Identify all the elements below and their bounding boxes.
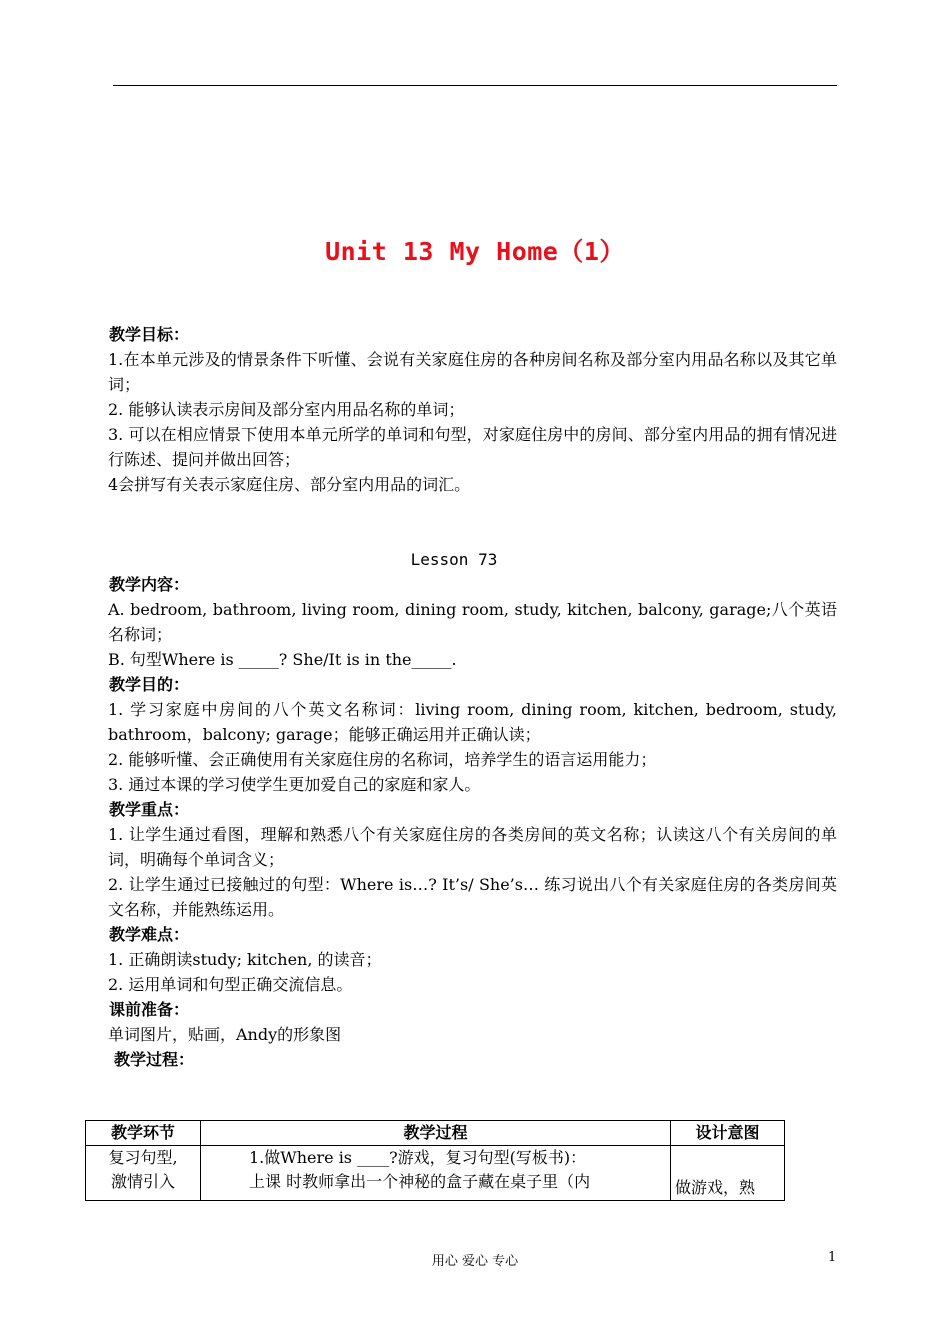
stage-line: 复习句型,: [108, 1148, 178, 1167]
objectives-heading: 教学目标：: [109, 325, 190, 344]
aim-item: 2. 能够听懂、会正确使用有关家庭住房的名称词，培养学生的语言运用能力；: [108, 750, 657, 769]
table-header-row: [86, 1121, 785, 1146]
process-table: [85, 1120, 785, 1201]
content-item-b: B. 句型Where is _____? She/It is in the_____.: [108, 650, 457, 669]
aims-heading: 教学目的：: [109, 675, 190, 694]
aim-item: 3. 通过本课的学习使学生更加爱自己的家庭和家人。: [108, 775, 481, 794]
process-heading: 教学过程：: [114, 1050, 195, 1069]
key-points-heading: 教学重点：: [109, 800, 190, 819]
objective-item: 2. 能够认读表示房间及部分室内用品名称的单词；: [108, 400, 465, 419]
difficulties-heading: 教学难点：: [109, 925, 190, 944]
intent-cell: 做游戏，熟: [671, 1146, 785, 1201]
key-point-item: 1. 让学生通过看图，理解和熟悉八个有关家庭住房的各类房间的英文名称；认读这八个有关房间的单词，明确每个单词含义；: [108, 825, 837, 869]
stage-line: 激情引入: [110, 1172, 175, 1191]
page-number: 1: [828, 1250, 837, 1265]
column-header: 设计意图: [671, 1121, 785, 1146]
objective-item: 4会拼写有关表示家庭住房、部分室内用品的词汇。: [108, 475, 471, 494]
document-body: [71, 322, 837, 1072]
process-line: 1.做Where is ____?游戏，复习句型(写板书)：: [249, 1148, 587, 1167]
objective-item: 3. 可以在相应情景下使用本单元所学的单词和句型，对家庭住房中的房间、部分室内用品的拥有情况进行陈述、提问并做出回答；: [108, 425, 837, 469]
content-heading: 教学内容：: [109, 575, 190, 594]
stage-cell: [86, 1146, 201, 1201]
key-point-item: 2. 让学生通过已接触过的句型：Where is…? It’s/ She’s… 练习说出八个有关家庭住房的各类房间英文名称，并能熟练运用。: [108, 875, 837, 919]
content-item-a: A. bedroom, bathroom, living room, dining room, study, kitchen, balcony, garage;八个英语名称词；: [108, 600, 837, 644]
column-header: 教学环节: [86, 1121, 201, 1146]
page-title: Unit 13 My Home（1）: [325, 237, 625, 266]
objective-item: 1.在本单元涉及的情景条件下听懂、会说有关家庭住房的各种房间名称及部分室内用品名称以及其它单词；: [108, 350, 837, 394]
process-cell: [201, 1146, 671, 1201]
header-rule: [113, 85, 837, 86]
lesson-title: Lesson 73: [410, 550, 498, 569]
difficulty-item: 2. 运用单词和句型正确交流信息。: [108, 975, 353, 994]
table-row: [86, 1146, 785, 1201]
process-line: 上课 时教师拿出一个神秘的盒子藏在桌子里（内: [249, 1172, 591, 1191]
preparation-heading: 课前准备：: [109, 1000, 190, 1019]
footer-slogan: 用心 爱心 专心: [431, 1254, 519, 1269]
preparation-text: 单词图片，贴画，Andy的形象图: [108, 1025, 342, 1044]
aim-item: 1. 学习家庭中房间的八个英文名称词：living room, dining room, kitchen, bedroom, study, bathroom，balcony; garage；能够正确运用并正确认读；: [108, 700, 837, 744]
column-header: 教学过程: [201, 1121, 671, 1146]
difficulty-item: 1. 正确朗读study; kitchen, 的读音；: [108, 950, 382, 969]
